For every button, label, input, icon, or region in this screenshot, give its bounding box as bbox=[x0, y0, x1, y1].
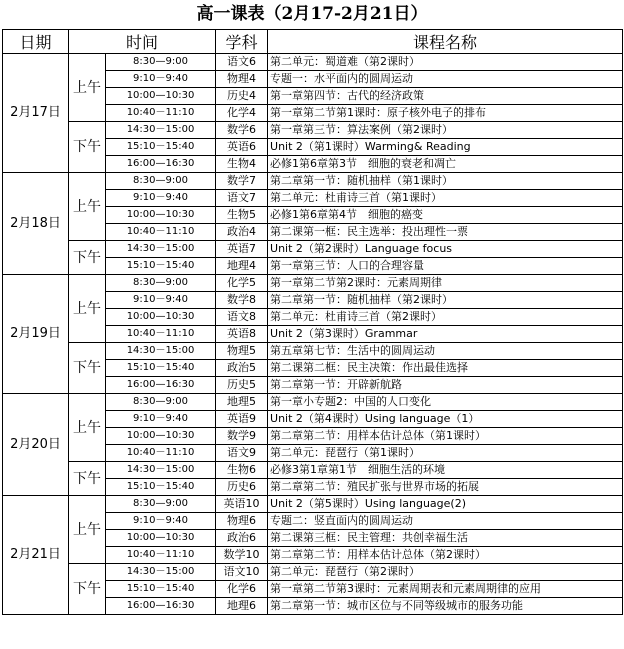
time-cell: 8:30—9:00 bbox=[106, 275, 216, 292]
time-cell: 10:40－11:10 bbox=[106, 326, 216, 343]
course-cell: Unit 2（第1课时）Warming& Reading bbox=[268, 139, 623, 156]
subject-cell: 英语9 bbox=[216, 411, 268, 428]
date-cell: 2月18日 bbox=[3, 173, 69, 275]
course-cell: 第二章第二节：用样本估计总体（第2课时） bbox=[268, 547, 623, 564]
course-cell: 第二课第一框：民主选举：投出理性一票 bbox=[268, 224, 623, 241]
course-cell: 第二章第一节：随机抽样（第1课时） bbox=[268, 173, 623, 190]
period-cell: 上午 bbox=[69, 173, 106, 241]
time-cell: 8:30—9:00 bbox=[106, 173, 216, 190]
subject-cell: 语文7 bbox=[216, 190, 268, 207]
subject-cell: 政治6 bbox=[216, 530, 268, 547]
course-cell: 第五章第七节：生活中的圆周运动 bbox=[268, 343, 623, 360]
period-cell: 上午 bbox=[69, 394, 106, 462]
period-cell: 下午 bbox=[69, 343, 106, 394]
table-row bbox=[3, 343, 623, 360]
time-cell: 15:10－15:40 bbox=[106, 139, 216, 156]
subject-cell: 数学6 bbox=[216, 122, 268, 139]
date-cell: 2月21日 bbox=[3, 496, 69, 615]
table-row bbox=[3, 462, 623, 479]
time-cell: 15:10－15:40 bbox=[106, 479, 216, 496]
course-cell: 第二章第一节：城市区位与不同等级城市的服务功能 bbox=[268, 598, 623, 615]
schedule-table bbox=[2, 29, 623, 615]
table-row bbox=[3, 564, 623, 581]
header-row bbox=[3, 30, 623, 54]
time-cell: 14:30－15:00 bbox=[106, 462, 216, 479]
subject-cell: 数学10 bbox=[216, 547, 268, 564]
subject-cell: 英语8 bbox=[216, 326, 268, 343]
time-cell: 16:00—16:30 bbox=[106, 377, 216, 394]
period-cell: 下午 bbox=[69, 241, 106, 275]
time-cell: 10:40－11:10 bbox=[106, 547, 216, 564]
time-cell: 10:00—10:30 bbox=[106, 88, 216, 105]
course-cell: 第二单元：蜀道难（第2课时） bbox=[268, 54, 623, 71]
table-row bbox=[3, 173, 623, 190]
subject-cell: 化学5 bbox=[216, 275, 268, 292]
course-cell: 第一章第二节第1课时：原子核外电子的排布 bbox=[268, 105, 623, 122]
time-cell: 10:00—10:30 bbox=[106, 207, 216, 224]
course-cell: Unit 2（第5课时）Using language(2) bbox=[268, 496, 623, 513]
header-subject: 学科 bbox=[216, 30, 268, 54]
course-cell: 第一章第二节第2课时：元素周期律 bbox=[268, 275, 623, 292]
time-cell: 14:30－15:00 bbox=[106, 122, 216, 139]
course-cell: 第一章第三节：算法案例（第2课时） bbox=[268, 122, 623, 139]
time-cell: 10:40－11:10 bbox=[106, 105, 216, 122]
subject-cell: 地理4 bbox=[216, 258, 268, 275]
course-cell: Unit 2（第2课时）Language focus bbox=[268, 241, 623, 258]
subject-cell: 历史6 bbox=[216, 479, 268, 496]
table-row bbox=[3, 275, 623, 292]
course-cell: 第二课第三框：民主管理：共创幸福生活 bbox=[268, 530, 623, 547]
course-cell: 第二章第二节：用样本估计总体（第1课时） bbox=[268, 428, 623, 445]
time-cell: 16:00—16:30 bbox=[106, 156, 216, 173]
period-cell: 上午 bbox=[69, 54, 106, 122]
subject-cell: 语文6 bbox=[216, 54, 268, 71]
course-cell: Unit 2（第3课时）Grammar bbox=[268, 326, 623, 343]
date-cell: 2月20日 bbox=[3, 394, 69, 496]
subject-cell: 数学7 bbox=[216, 173, 268, 190]
subject-cell: 英语7 bbox=[216, 241, 268, 258]
period-cell: 下午 bbox=[69, 122, 106, 173]
time-cell: 9:10－9:40 bbox=[106, 513, 216, 530]
subject-cell: 语文8 bbox=[216, 309, 268, 326]
subject-cell: 英语10 bbox=[216, 496, 268, 513]
time-cell: 14:30－15:00 bbox=[106, 241, 216, 258]
time-cell: 9:10－9:40 bbox=[106, 411, 216, 428]
course-cell: 第二单元：琵琶行（第1课时） bbox=[268, 445, 623, 462]
time-cell: 8:30—9:00 bbox=[106, 496, 216, 513]
time-cell: 10:40－11:10 bbox=[106, 224, 216, 241]
time-cell: 16:00—16:30 bbox=[106, 598, 216, 615]
subject-cell: 语文9 bbox=[216, 445, 268, 462]
period-cell: 上午 bbox=[69, 275, 106, 343]
subject-cell: 政治5 bbox=[216, 360, 268, 377]
course-cell: 第一章第二节第3课时：元素周期表和元素周期律的应用 bbox=[268, 581, 623, 598]
subject-cell: 数学8 bbox=[216, 292, 268, 309]
subject-cell: 历史5 bbox=[216, 377, 268, 394]
course-cell: 专题一：水平面内的圆周运动 bbox=[268, 71, 623, 88]
schedule-title: 高一课表（2月17-2月21日） bbox=[196, 4, 428, 24]
date-cell: 2月19日 bbox=[3, 275, 69, 394]
course-cell: 第二单元：杜甫诗三首（第2课时） bbox=[268, 309, 623, 326]
subject-cell: 数学9 bbox=[216, 428, 268, 445]
subject-cell: 语文10 bbox=[216, 564, 268, 581]
time-cell: 10:40－11:10 bbox=[106, 445, 216, 462]
course-cell: 第二章第二节：殖民扩张与世界市场的拓展 bbox=[268, 479, 623, 496]
course-cell: 第二章第一节：随机抽样（第2课时） bbox=[268, 292, 623, 309]
course-cell: 第二章第一节：开辟新航路 bbox=[268, 377, 623, 394]
time-cell: 14:30－15:00 bbox=[106, 343, 216, 360]
course-cell: 第一章第四节：古代的经济政策 bbox=[268, 88, 623, 105]
time-cell: 14:30－15:00 bbox=[106, 564, 216, 581]
time-cell: 15:10－15:40 bbox=[106, 581, 216, 598]
period-cell: 上午 bbox=[69, 496, 106, 564]
subject-cell: 物理5 bbox=[216, 343, 268, 360]
subject-cell: 物理4 bbox=[216, 71, 268, 88]
table-row bbox=[3, 496, 623, 513]
schedule-body bbox=[3, 54, 623, 615]
time-cell: 8:30—9:00 bbox=[106, 54, 216, 71]
course-cell: 必修1第6章第4节 细胞的癌变 bbox=[268, 207, 623, 224]
course-cell: Unit 2（第4课时）Using language（1） bbox=[268, 411, 623, 428]
time-cell: 10:00—10:30 bbox=[106, 530, 216, 547]
subject-cell: 物理6 bbox=[216, 513, 268, 530]
period-cell: 下午 bbox=[69, 462, 106, 496]
header-date: 日期 bbox=[3, 30, 69, 54]
subject-cell: 地理6 bbox=[216, 598, 268, 615]
table-row bbox=[3, 54, 623, 71]
subject-cell: 历史4 bbox=[216, 88, 268, 105]
subject-cell: 化学6 bbox=[216, 581, 268, 598]
header-time: 时间 bbox=[69, 30, 216, 54]
date-cell: 2月17日 bbox=[3, 54, 69, 173]
time-cell: 8:30—9:00 bbox=[106, 394, 216, 411]
subject-cell: 化学4 bbox=[216, 105, 268, 122]
time-cell: 10:00—10:30 bbox=[106, 428, 216, 445]
time-cell: 9:10－9:40 bbox=[106, 190, 216, 207]
time-cell: 15:10－15:40 bbox=[106, 360, 216, 377]
time-cell: 15:10－15:40 bbox=[106, 258, 216, 275]
time-cell: 9:10－9:40 bbox=[106, 292, 216, 309]
table-row bbox=[3, 241, 623, 258]
table-row bbox=[3, 394, 623, 411]
table-row bbox=[3, 122, 623, 139]
course-cell: 专题二：竖直面内的圆周运动 bbox=[268, 513, 623, 530]
subject-cell: 英语6 bbox=[216, 139, 268, 156]
course-cell: 必修1第6章第3节 细胞的衰老和凋亡 bbox=[268, 156, 623, 173]
subject-cell: 地理5 bbox=[216, 394, 268, 411]
course-cell: 第二单元：杜甫诗三首（第1课时） bbox=[268, 190, 623, 207]
course-cell: 第二单元：琵琶行（第2课时） bbox=[268, 564, 623, 581]
header-course: 课程名称 bbox=[268, 30, 623, 54]
period-cell: 下午 bbox=[69, 564, 106, 615]
subject-cell: 政治4 bbox=[216, 224, 268, 241]
time-cell: 9:10－9:40 bbox=[106, 71, 216, 88]
course-cell: 第一章第三节：人口的合理容量 bbox=[268, 258, 623, 275]
subject-cell: 生物6 bbox=[216, 462, 268, 479]
course-cell: 必修3第1章第1节 细胞生活的环境 bbox=[268, 462, 623, 479]
course-cell: 第一章小专题2：中国的人口变化 bbox=[268, 394, 623, 411]
time-cell: 10:00—10:30 bbox=[106, 309, 216, 326]
course-cell: 第二课第二框：民主决策：作出最佳选择 bbox=[268, 360, 623, 377]
subject-cell: 生物5 bbox=[216, 207, 268, 224]
subject-cell: 生物4 bbox=[216, 156, 268, 173]
